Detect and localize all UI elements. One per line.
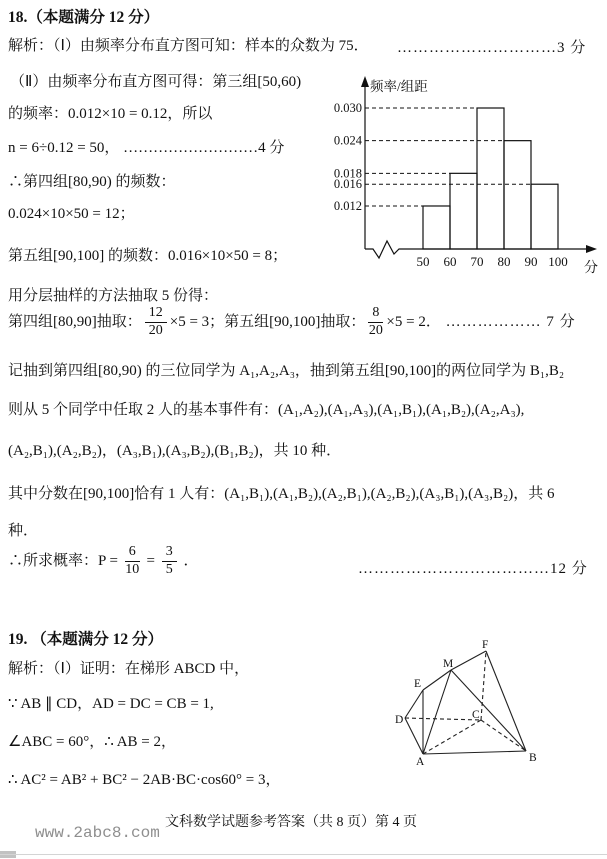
- svg-text:B: B: [529, 752, 537, 764]
- p18-solution-line-6: 0.024×10×50 = 12；: [8, 206, 135, 222]
- p18-solution-line-5: ∴第四组[80,90) 的频数：: [8, 174, 176, 190]
- svg-text:0.016: 0.016: [333, 177, 362, 192]
- fraction: $\frac{12}{20}$: [145, 306, 167, 338]
- p18-solution-line-1: 解析：（Ⅰ）由频率分布直方图可知：样本的众数为 75．: [8, 38, 369, 54]
- p19-solution-line-2: ∵ AB ∥ CD，AD = DC = CB = 1,: [8, 696, 214, 712]
- page-footer: 文科数学试题参考答案（共 8 页）第 4 页: [165, 815, 417, 830]
- svg-text:70: 70: [470, 254, 484, 269]
- svg-text:A: A: [416, 756, 425, 768]
- p18-solution-line-10: 记抽到第四组[80,90) 的三位同学为 A₁,A₂,A₃，抽到第五组[90,100]的两位同学为 B₁,B₂: [8, 363, 565, 379]
- svg-text:D: D: [395, 714, 404, 726]
- p18-solution-line-11: 则从 5 个同学中任取 2 人的基本事件有：(A₁,A₂),(A₁,A₃),(A₁,B₁),(A₁,B₂),(A₂,A₃),: [8, 402, 525, 418]
- p18-solution-line-8: 用分层抽样的方法抽取 5 份得：: [8, 288, 219, 304]
- p19-solution-line-1: 解析：（Ⅰ）证明：在梯形 ABCD 中，: [8, 661, 250, 677]
- p18-solution-line-12: (A₂,B₁),(A₂,B₂)，(A₃,B₁),(A₃,B₂),(B₁,B₂)，共 10 种．: [8, 443, 342, 459]
- geometry-figure: [395, 640, 545, 770]
- svg-text:C: C: [472, 709, 480, 721]
- svg-text:频率/组距: 频率/组距: [370, 79, 428, 94]
- svg-text:50: 50: [416, 254, 430, 269]
- svg-text:0.018: 0.018: [333, 166, 362, 181]
- watermark-url: www.2abc8.com: [35, 824, 160, 842]
- problem19-title: 19. （本题满分 12 分）: [8, 631, 164, 648]
- p18-solution-line-14: 种．: [8, 523, 39, 539]
- p18-sampling-fraction-line: 第四组[80,90]抽取： $\frac{12}{20}$ ×5 = 3；第五组[90,100]抽取： $\frac{8}{20}$ ×5 = 2． ……………… 7 分: [8, 305, 576, 338]
- fraction: $\frac{8}{20}$: [368, 305, 383, 338]
- p18-probability-fraction-line: ∴所求概率： P = $\frac{6}{10}$ = $\frac{3}{5}$ ．: [8, 544, 199, 577]
- frequency-histogram: [333, 70, 607, 280]
- p18-solution-line-7: 第五组[90,100] 的频数：0.016×10×50 = 8；: [8, 248, 288, 264]
- p18-score-3-dots: …………………………3 分: [397, 40, 587, 56]
- p18-solution-line-3: 的频率：0.012×10 = 0.12，所以: [8, 106, 213, 122]
- svg-text:0.024: 0.024: [333, 133, 362, 148]
- p18-solution-line-13: 其中分数在[90,100]恰有 1 人有：(A₁,B₁),(A₁,B₂),(A₂,B₁),(A₂,B₂),(A₃,B₁),(A₃,B₂)，共 6: [8, 486, 555, 502]
- scrollbar-track: [0, 854, 607, 855]
- svg-text:100: 100: [548, 254, 568, 269]
- p18-solution-line-4: n = 6÷0.12 = 50， ………………………4 分: [8, 140, 285, 156]
- svg-text:80: 80: [497, 254, 511, 269]
- svg-text:E: E: [414, 678, 422, 690]
- p19-solution-line-3: ∠ABC = 60°，∴ AB = 2，: [8, 734, 177, 750]
- svg-text:F: F: [482, 639, 489, 651]
- svg-text:M: M: [443, 658, 454, 670]
- svg-text:分: 分: [584, 261, 598, 276]
- fraction: $\frac{6}{10}$: [125, 544, 140, 577]
- svg-text:0.012: 0.012: [333, 198, 362, 213]
- p18-score-12-dots: ………………………………12 分: [358, 561, 588, 577]
- p18-solution-line-2: （Ⅱ）由频率分布直方图可得：第三组[50,60): [10, 74, 302, 90]
- svg-text:90: 90: [524, 254, 538, 269]
- fraction: $\frac{3}{5}$: [162, 545, 177, 577]
- svg-text:60: 60: [443, 254, 457, 269]
- problem18-title: 18.（本题满分 12 分）: [8, 9, 160, 26]
- svg-text:0.030: 0.030: [333, 101, 362, 115]
- p19-solution-line-4: ∴ AC² = AB² + BC² − 2AB·BC·cos60° = 3，: [8, 772, 281, 788]
